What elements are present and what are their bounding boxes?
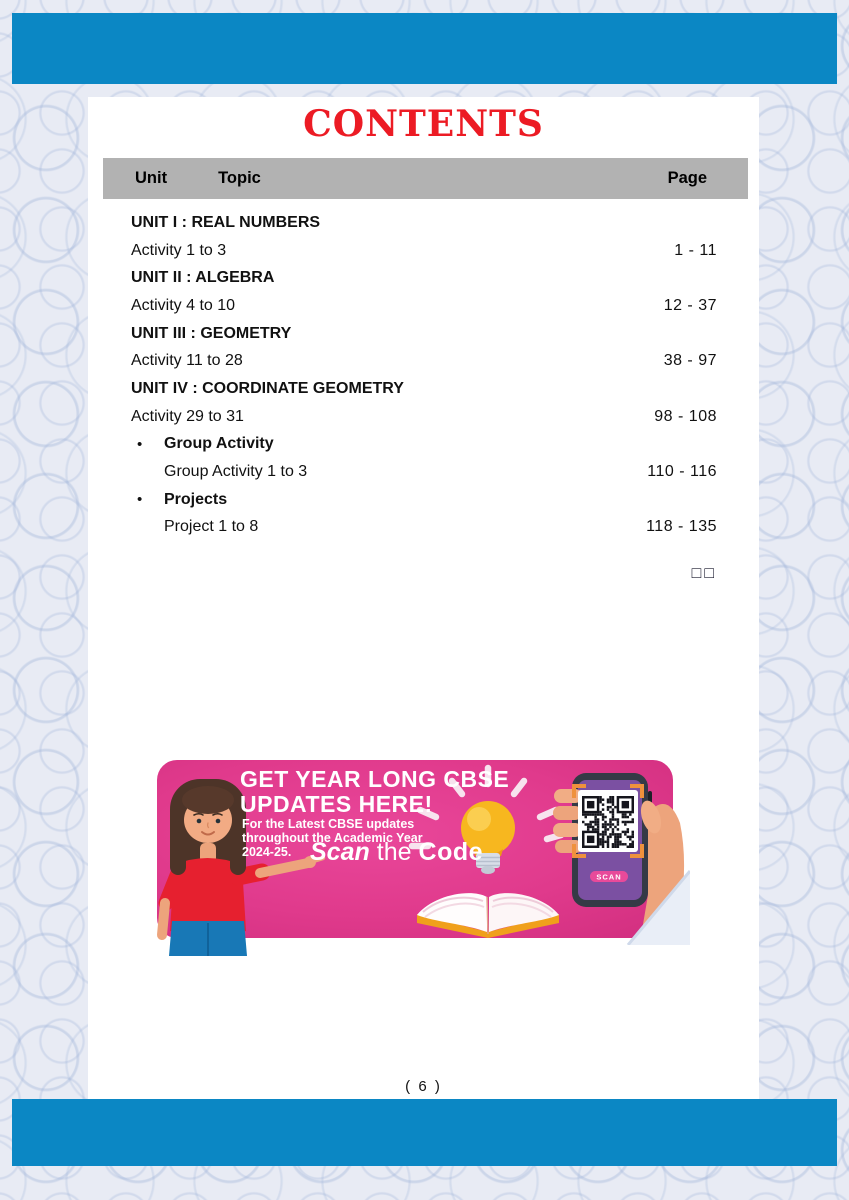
banner-headline-line2: UPDATES HERE! [240,791,433,817]
col-header-unit: Unit [135,169,168,187]
banner-headline-line1: GET YEAR LONG CBSE [240,766,510,792]
row-topic-label: UNIT IV : COORDINATE GEOMETRY [131,379,404,397]
row-page-range: 1 - 11 [674,241,717,259]
row-topic-label: Activity 1 to 3 [131,241,227,259]
table-row [103,292,748,320]
scan-button-label: SCAN [596,872,622,882]
row-topic-label: Project 1 to 8 [164,518,259,536]
table-row [103,264,748,292]
row-topic-label: Group Activity 1 to 3 [164,463,308,481]
row-topic-label: UNIT II : ALGEBRA [131,269,275,287]
table-row [103,514,748,542]
row-topic-label: UNIT I : REAL NUMBERS [131,213,321,231]
banner-subtext-line1: For the Latest CBSE updates [242,817,415,831]
row-page-range: 12 - 37 [663,296,717,314]
page-number: ( 6 ) [405,1078,442,1095]
table-row [103,347,748,375]
row-topic-label: Activity 29 to 31 [131,407,244,425]
row-topic-label: Activity 4 to 10 [131,296,236,314]
cta-word-code: Code [418,838,484,866]
end-of-contents-mark: □□ [691,565,717,582]
open-book-icon [417,893,559,938]
table-row [103,209,748,237]
bullet-icon: • [137,491,143,509]
table-header-bar [103,158,748,199]
table-row [103,320,748,348]
bottom-blue-bar [12,1099,837,1166]
row-page-range: 118 - 135 [646,518,717,536]
table-row [103,403,748,431]
bullet-icon: • [137,435,143,453]
banner-subtext-line2: throughout the Academic Year [242,831,423,845]
banner-subtext-line3: 2024-25. [242,845,292,859]
table-row [103,237,748,265]
row-page-range: 38 - 97 [663,352,717,370]
row-page-range: 110 - 116 [647,463,717,481]
table-row [103,486,748,514]
top-blue-bar [12,13,837,84]
col-header-topic: Topic [218,169,261,187]
cta-word-scan: Scan [310,838,370,866]
content-panel [88,97,759,1099]
row-topic-label: UNIT III : GEOMETRY [131,324,292,342]
table-row [103,375,748,403]
page-title: CONTENTS [303,103,544,145]
promo-banner [157,760,673,938]
row-page-range: 98 - 108 [654,407,717,425]
col-header-page: Page [667,169,707,187]
row-topic-label: Projects [164,490,228,508]
row-topic-label: Group Activity [164,435,274,453]
scan-the-code-text [310,838,483,867]
row-topic-label: Activity 11 to 28 [131,352,243,370]
hand-holding-phone-illustration [540,765,690,945]
contents-table-body [103,209,748,541]
cta-word-the: the [376,838,412,866]
table-row [103,431,748,459]
table-row [103,458,748,486]
